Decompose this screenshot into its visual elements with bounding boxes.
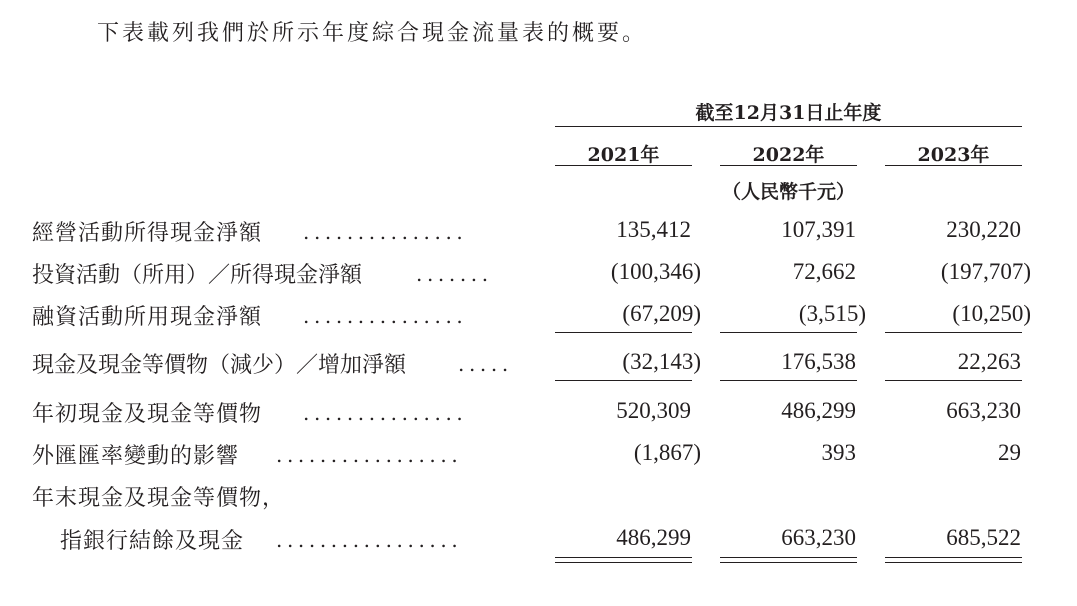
year-header-2021: 2021年 — [587, 144, 660, 166]
subtotal-rule-2022 — [720, 332, 857, 333]
value-2022: 72,662 — [792, 259, 856, 284]
row-label-net-change: 現金及現金等價物（減少）／增加淨額 — [32, 353, 407, 378]
value-2023: (197,707) — [940, 259, 1031, 284]
leader-dots: ....... — [416, 262, 493, 286]
row-label-fx-effect: 外匯匯率變動的影響 — [32, 444, 240, 469]
total-rule-2022 — [720, 557, 857, 558]
total-rule-2023 — [885, 562, 1022, 563]
leader-dots: ............... — [303, 401, 468, 425]
value-2021: 520,309 — [616, 398, 691, 423]
year-header-2022: 2022年 — [752, 144, 825, 166]
total-rule-2021 — [555, 557, 692, 558]
year-rule-2023 — [885, 165, 1022, 166]
value-2023: 663,230 — [946, 398, 1021, 423]
total-rule-2022 — [720, 562, 857, 563]
unit-label: （人民幣千元） — [721, 181, 855, 203]
year-rule-2022 — [720, 165, 857, 166]
value-2022: 176,538 — [781, 349, 856, 374]
year-header-2023: 2023年 — [917, 144, 990, 166]
value-2021: (100,346) — [610, 259, 701, 284]
subtotal-rule-2022 — [720, 380, 857, 381]
value-2023: 22,263 — [957, 349, 1021, 374]
value-2023: (10,250) — [952, 301, 1031, 326]
leader-dots: ..... — [458, 352, 513, 376]
leader-dots: ................. — [276, 528, 463, 552]
row-label-investing: 投資活動（所用）／所得現金淨額 — [32, 263, 363, 288]
value-2022: 393 — [821, 440, 856, 465]
value-2021: (1,867) — [633, 440, 701, 465]
period-rule — [555, 126, 1022, 127]
intro-text: 下表載列我們於所示年度綜合現金流量表的概要。 — [97, 21, 648, 46]
value-2021: (32,143) — [622, 349, 701, 374]
value-2023: 230,220 — [946, 217, 1021, 242]
value-2023: 29 — [998, 440, 1021, 465]
value-2021: 486,299 — [616, 525, 691, 550]
subtotal-rule-2023 — [885, 380, 1022, 381]
subtotal-rule-2021 — [555, 380, 692, 381]
subtotal-rule-2021 — [555, 332, 692, 333]
row-label-financing: 融資活動所用現金淨額 — [32, 305, 263, 330]
year-rule-2021 — [555, 165, 692, 166]
leader-dots: ............... — [303, 220, 468, 244]
row-label-opening-cash: 年初現金及現金等價物 — [32, 402, 263, 427]
period-header: 截至12月31日止年度 — [695, 102, 882, 124]
value-2023: 685,522 — [946, 525, 1021, 550]
value-2022: 107,391 — [781, 217, 856, 242]
total-rule-2021 — [555, 562, 692, 563]
value-2021: (67,209) — [622, 301, 701, 326]
leader-dots: ................. — [276, 443, 463, 467]
row-label-operating: 經營活動所得現金淨額 — [32, 221, 263, 246]
subtotal-rule-2023 — [885, 332, 1022, 333]
value-2022: 663,230 — [781, 525, 856, 550]
value-2022: (3,515) — [798, 301, 866, 326]
leader-dots: ............... — [303, 304, 468, 328]
row-label-closing-cash: 年末現金及現金等價物， — [32, 486, 286, 511]
value-2021: 135,412 — [616, 217, 691, 242]
total-rule-2023 — [885, 557, 1022, 558]
value-2022: 486,299 — [781, 398, 856, 423]
row-label-bank-balances: 指銀行結餘及現金 — [60, 529, 245, 554]
